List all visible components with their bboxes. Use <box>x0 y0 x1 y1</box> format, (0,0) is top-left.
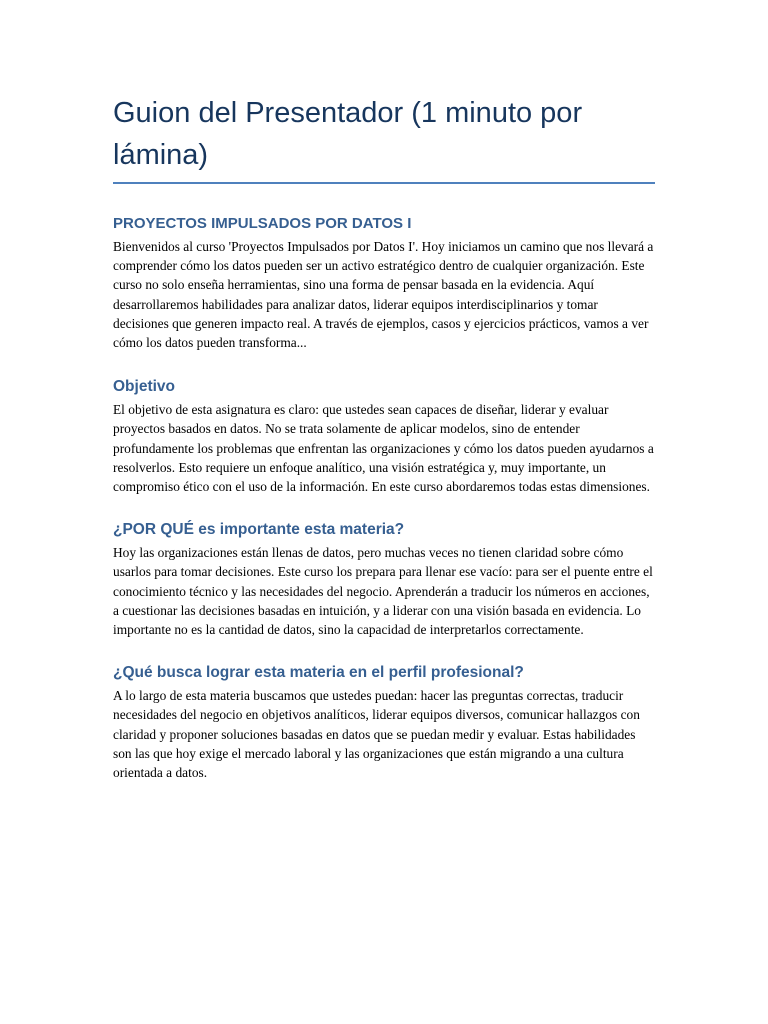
section-professional-profile <box>113 663 655 782</box>
section-heading: ¿Qué busca lograr esta materia en el perfil profesional? <box>113 664 524 682</box>
section-body: A lo largo de esta materia buscamos que ustedes puedan: hacer las preguntas correctas, traducir necesidades del negocio en objetivos analíticos, liderar equipos diversos, comunicar hallazgos con claridad y proponer soluciones basadas en datos que se puedan medir y evaluar. Estas habilidades son las que hoy exige el mercado laboral y las organizaciones que están migrando a una cultura orientada a datos. <box>113 688 640 781</box>
section-heading: Objetivo <box>113 378 176 396</box>
document-page <box>113 92 655 782</box>
section-heading: PROYECTOS IMPULSADOS POR DATOS I <box>113 215 412 232</box>
section-importance <box>113 520 655 639</box>
section-body: El objetivo de esta asignatura es claro: que ustedes sean capaces de diseñar, liderar y evaluar proyectos basados en datos. No se trata solamente de aplicar modelos, sino de entender profundamente los problemas que enfrentan las organizaciones y cómo los datos pueden ayudarnos a resolverlos. Esto requiere un enfoque analítico, una visión estratégica y, muy importante, un compromiso ético con el uso de la información. En este curso abordaremos todas estas dimensiones. <box>113 402 654 495</box>
section-body: Bienvenidos al curso 'Proyectos Impulsados por Datos I'. Hoy iniciamos un camino que nos llevará a comprender cómo los datos pueden ser un activo estratégico dentro de cualquier organización. Este curso no solo enseña herramientas, sino una forma de pensar basada en la evidencia. Aquí desarrollaremos habilidades para analizar datos, liderar equipos interdisciplinarios y tomar decisiones que generen impacto real. A través de ejemplos, casos y ejercicios prácticos, vamos a ver cómo los datos pueden transforma... <box>113 239 654 351</box>
section-objective <box>113 377 655 496</box>
document-title: Guion del Presentador (1 minuto por lámina) <box>113 92 655 184</box>
section-heading: ¿POR QUÉ es importante esta materia? <box>113 521 405 539</box>
section-body: Hoy las organizaciones están llenas de datos, pero muchas veces no tienen claridad sobre cómo usarlos para tomar decisiones. Este curso los prepara para llenar ese vacío: para ser el puente entre el conocimiento técnico y las necesidades del negocio. Aprenderán a traducir los números en acciones, a cuestionar las decisiones basadas en intuición, y a liderar con una visión basada en evidencia. Lo importante no es la cantidad de datos, sino la capacidad de interpretarlos correctamente. <box>113 545 653 638</box>
section-intro <box>113 214 655 352</box>
